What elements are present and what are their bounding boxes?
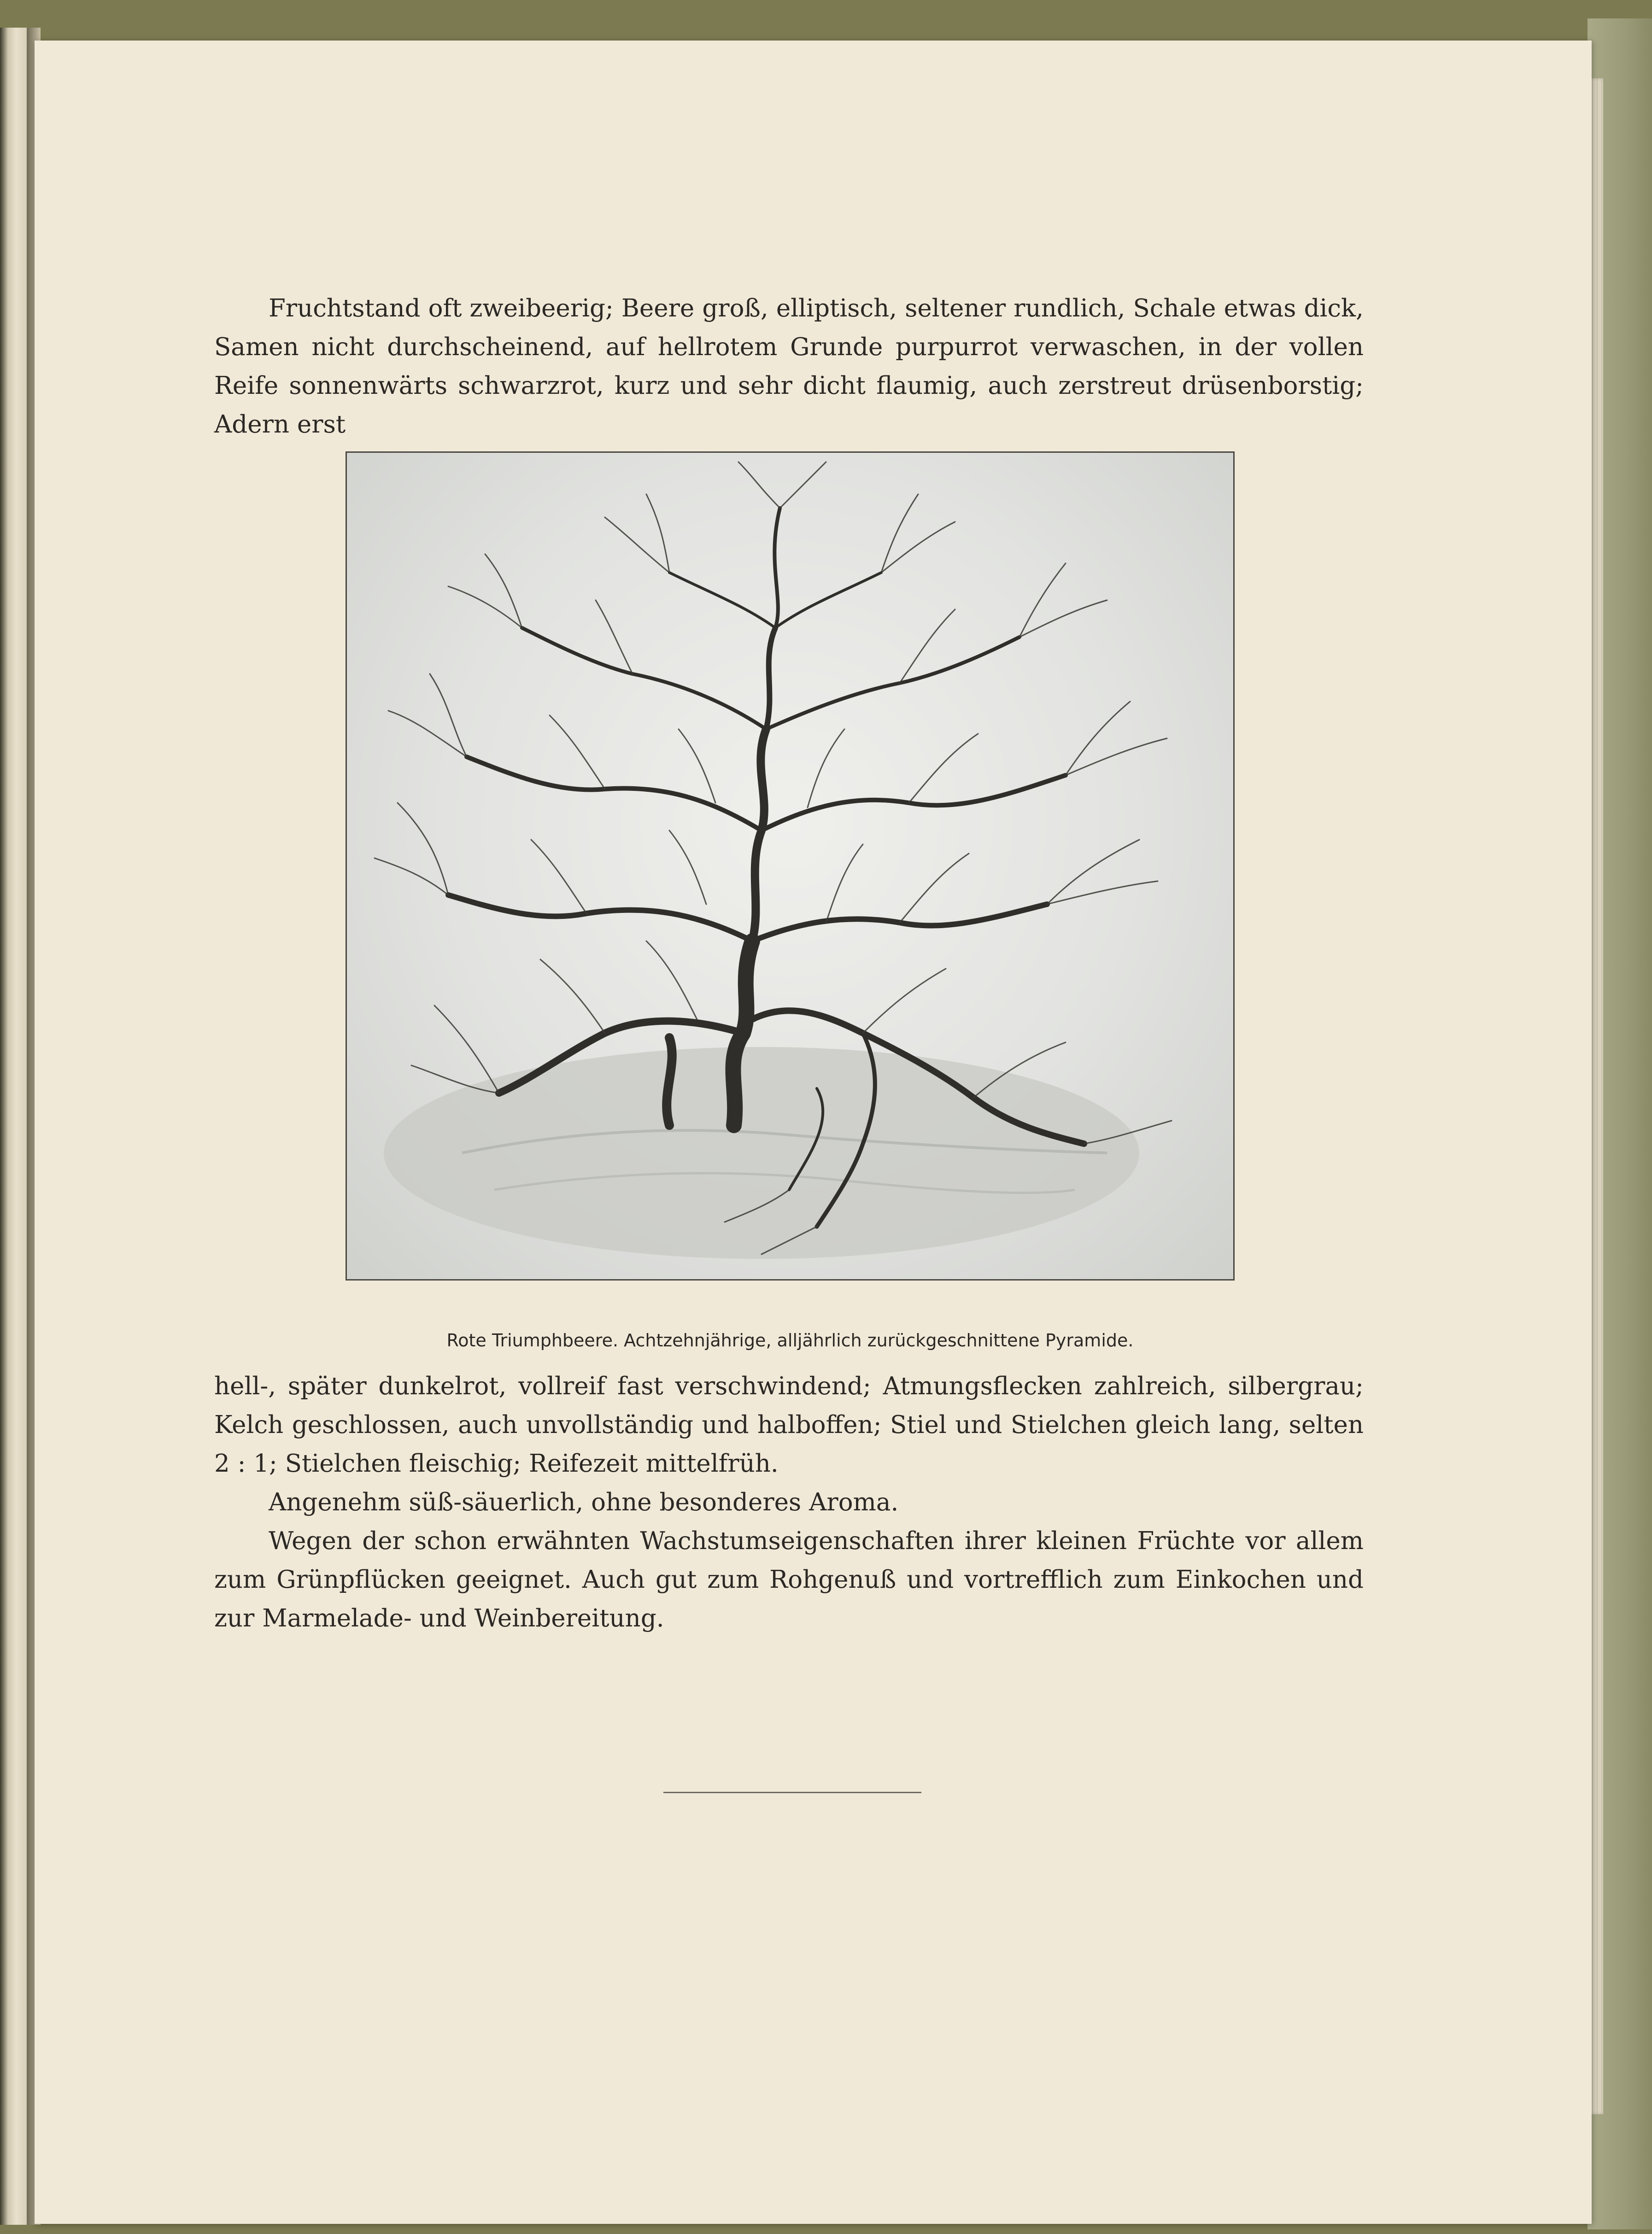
- body-text-bottom: [214, 1367, 1364, 1638]
- gooseberry-bush-illustration: [347, 453, 1233, 1279]
- paragraph-use: Wegen der schon erwähnten Wachstumseigenschaften ihrer kleinen Früchte vor allem zum Grünpflücken geeignet. Auch gut zum Rohgenuß und vortrefflich zum Einkochen und zur Marmelade- und Weinbereitung.: [214, 1527, 1364, 1632]
- tree-photograph: [346, 451, 1235, 1281]
- figure-caption: Rote Triumphbeere. Achtzehnjährige, alljährlich zurückgeschnittene Pyramide.: [446, 1330, 1134, 1351]
- body-text-top: [214, 289, 1364, 444]
- paragraph-fruit-description: Fruchtstand oft zweibeerig; Beere groß, elliptisch, seltener rundlich, Schale etwas dick, Samen nicht durchscheinend, auf hellrotem Grunde purpurrot verwaschen, in der vollen Reife sonnenwärts schwarzrot, kurz und sehr dicht flaumig, auch zerstreut drüsenborstig; Adern erst: [214, 294, 1364, 439]
- end-divider-line: [663, 1792, 921, 1793]
- left-page-edge: [0, 28, 27, 2225]
- book-page: [35, 41, 1592, 2224]
- paragraph-taste: Angenehm süß-säuerlich, ohne besonderes Aroma.: [269, 1488, 899, 1516]
- paragraph-continued: hell-, später dunkelrot, vollreif fast verschwindend; Atmungsflecken zahlreich, silbergrau; Kelch geschlossen, auch unvollständig und halboffen; Stiel und Stielchen gleich lang, selten 2 : 1; Stielchen fleischig; Reifezeit mittelfrüh.: [214, 1372, 1364, 1478]
